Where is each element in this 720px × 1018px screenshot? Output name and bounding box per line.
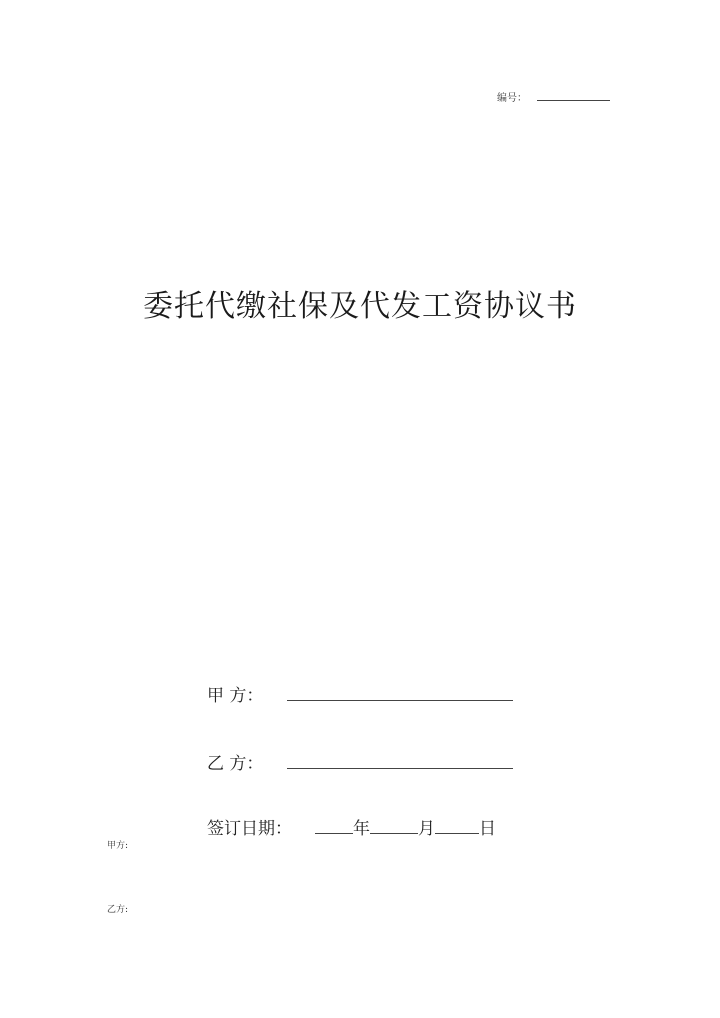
signing-date-label: 签订日期： (207, 819, 292, 839)
serial-number-label: 编号： (497, 93, 527, 104)
signing-date-row (207, 814, 496, 839)
party-b-label: 乙 方： (207, 754, 264, 774)
serial-number-field (497, 89, 610, 104)
day-blank[interactable] (435, 821, 479, 834)
party-b-blank[interactable] (287, 756, 513, 769)
year-label: 年 (353, 819, 370, 839)
day-label: 日 (479, 819, 496, 839)
party-a-small-label: 甲方: (107, 841, 129, 851)
party-b-row (207, 749, 513, 774)
serial-number-blank[interactable] (537, 91, 610, 101)
party-a-label: 甲 方： (207, 686, 264, 706)
party-a-blank[interactable] (287, 688, 513, 701)
document-title: 委托代缴社保及代发工资协议书 (143, 289, 577, 324)
month-blank[interactable] (370, 821, 418, 834)
party-a-row (207, 681, 513, 706)
month-label: 月 (418, 819, 435, 839)
party-b-small-label: 乙方: (107, 905, 129, 915)
year-blank[interactable] (315, 821, 353, 834)
